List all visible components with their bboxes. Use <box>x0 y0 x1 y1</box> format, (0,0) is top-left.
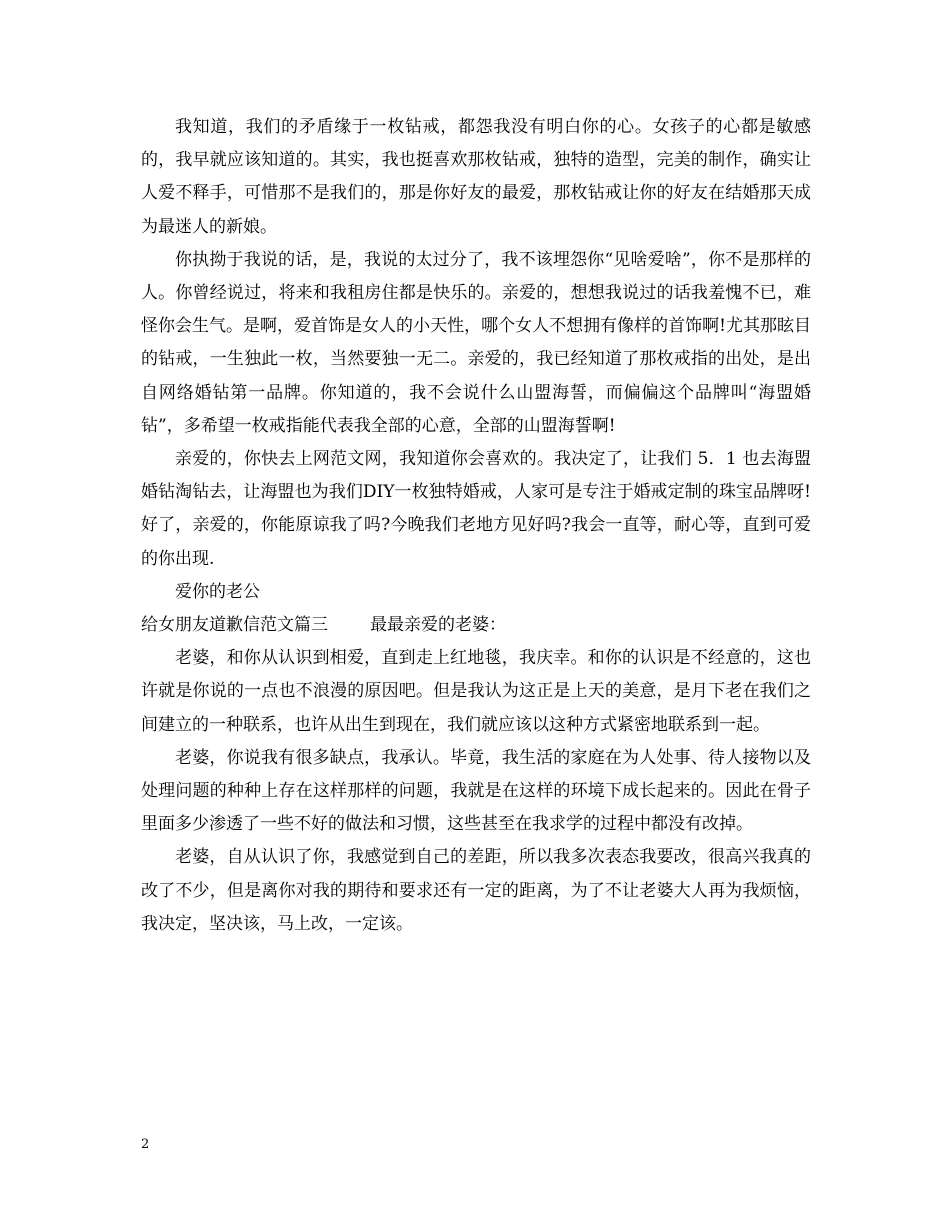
page-number: 2 <box>141 1137 150 1152</box>
salutation: 最最亲爱的老婆： <box>370 615 506 636</box>
paragraph-invitation: 亲爱的，你快去上网范文网，我知道你会喜欢的。我决定了，让我们 5．1 也去海盟婚钻淘钻去，让海盟也为我们DIY一枚独特婚戒，人家可是专注于婚戒定制的珠宝品牌呀!好了，亲爱的，你能原谅我了吗?今晚我们老地方见好吗?我会一直等，耐心等，直到可爱的你出现. <box>141 449 811 569</box>
section-title: 给女朋友道歉信范文篇三 <box>141 615 328 636</box>
paragraph-shortcomings: 老婆，你说我有很多缺点，我承认。毕竟，我生活的家庭在为人处事、待人接物以及处理问题的种种上存在这样那样的问题，我就是在这样的环境下成长起来的。因此在骨子里面多少渗透了一些不好的做法和习惯，这些甚至在我求学的过程中都没有改掉。 <box>141 747 811 835</box>
paragraph-meeting: 老婆，和你从认识到相爱，直到走上红地毯，我庆幸。和你的认识是不经意的，这也许就是你说的一点也不浪漫的原因吧。但是我认为这正是上天的美意，是月下老在我们之间建立的一种联系，也许从出生到现在，我们就应该以这种方式紧密地联系到一起。 <box>141 648 811 735</box>
paragraph-apology-words: 你执拗于我说的话，是，我说的太过分了，我不该埋怨你“见啥爱啥”，你不是那样的人。你曾经说过，将来和我租房住都是快乐的。亲爱的，想想我说过的话我羞愧不已，难怪你会生气。是啊，爱首饰是女人的小天性，哪个女人不想拥有像样的首饰啊!尤其那眩目的钻戒，一生独此一枚，当然要独一无二。亲爱的，我已经知道了那枚戒指的出处，是出自网络婚钻第一品牌。你知道的，我不会说什么山盟海誓，而偏偏这个品牌叫“海盟婚钻”，多希望一枚戒指能代表我全部的心意，全部的山盟海誓啊! <box>141 249 811 436</box>
paragraph-promise: 老婆，自从认识了你，我感觉到自己的差距，所以我多次表态我要改，很高兴我真的改了不少，但是离你对我的期待和要求还有一定的距离，为了不让老婆大人再为我烦恼，我决定，坚决该，马上改，一定该。 <box>141 847 811 934</box>
document-body <box>141 111 811 941</box>
signature-line: 爱你的老公 <box>175 581 260 602</box>
section-heading-row <box>141 609 811 642</box>
paragraph-ring-misunderstanding: 我知道，我们的矛盾缘于一枚钻戒，都怨我没有明白你的心。女孩子的心都是敏感的，我早就应该知道的。其实，我也挺喜欢那枚钻戒，独特的造型，完美的制作，确实让人爱不释手，可惜那不是我们的，那是你好友的最爱，那枚钻戒让你的好友在结婚那天成为最迷人的新娘。 <box>141 117 811 237</box>
